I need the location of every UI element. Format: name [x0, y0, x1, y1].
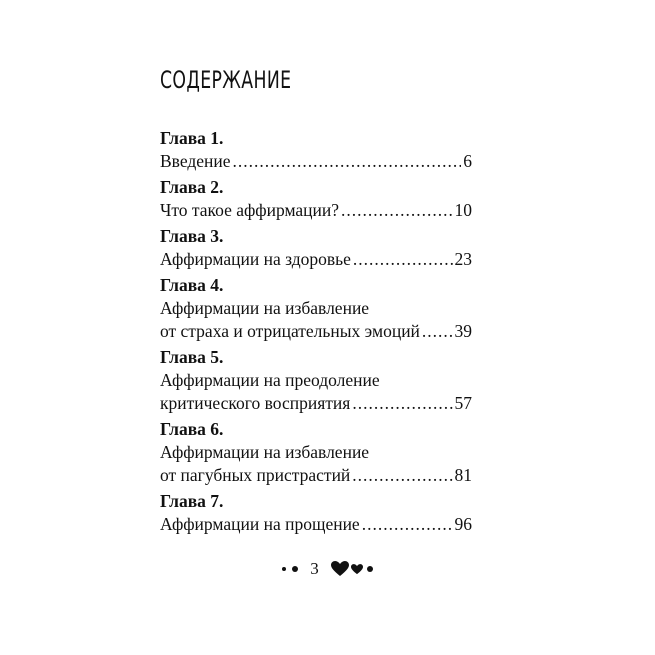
page-number: 39 — [454, 321, 472, 341]
dot-leader — [352, 392, 452, 415]
page-number: 10 — [454, 200, 472, 220]
dot-leader — [353, 248, 453, 271]
toc-entry — [160, 176, 472, 222]
chapter-title: Введение — [160, 151, 231, 171]
toc-entry — [160, 274, 472, 343]
chapter-label: Глава 3. — [160, 226, 224, 246]
chapter-title-line: Аффирмации на преодоление — [160, 370, 380, 390]
page-title: СОДЕРЖАНИЕ — [160, 66, 292, 94]
chapter-label: Глава 7. — [160, 491, 224, 511]
dot-icon — [367, 566, 373, 572]
chapter-label: Глава 2. — [160, 177, 224, 197]
dot-leader — [233, 150, 462, 173]
toc-line[interactable] — [160, 150, 472, 173]
toc-entry — [160, 418, 472, 487]
toc-entry — [160, 127, 472, 173]
toc-line[interactable] — [160, 513, 472, 536]
chapter-label: Глава 4. — [160, 275, 224, 295]
dot-leader — [352, 464, 452, 487]
page-number: 57 — [454, 393, 472, 413]
dot-leader — [422, 320, 453, 343]
toc-entry — [160, 346, 472, 415]
toc-line[interactable] — [160, 464, 472, 487]
chapter-title: Аффирмации на здоровье — [160, 249, 351, 269]
chapter-title-line: Аффирмации на избавление — [160, 442, 370, 462]
chapter-label: Глава 5. — [160, 347, 224, 367]
heart-icon — [351, 564, 363, 575]
chapter-title: критического восприятия — [160, 393, 351, 413]
dot-icon — [282, 567, 286, 571]
toc-line[interactable] — [160, 248, 472, 271]
chapter-title: Что такое аффирмации? — [160, 200, 340, 220]
toc-line[interactable] — [160, 320, 472, 343]
page-number: 96 — [454, 514, 472, 534]
table-of-contents — [160, 127, 472, 539]
toc-entry — [160, 225, 472, 271]
chapter-title: от страха и отрицательных эмоций — [160, 321, 420, 341]
dot-leader — [341, 199, 452, 222]
page-number: 81 — [454, 465, 472, 485]
toc-entry — [160, 490, 472, 536]
toc-line[interactable] — [160, 199, 472, 222]
page-footer — [0, 559, 655, 579]
dot-icon — [292, 566, 298, 572]
toc-line[interactable] — [160, 392, 472, 415]
chapter-label: Глава 1. — [160, 128, 224, 148]
dot-leader — [362, 513, 453, 536]
chapter-label: Глава 6. — [160, 419, 224, 439]
chapter-title: Аффирмации на прощение — [160, 514, 360, 534]
chapter-title-line: Аффирмации на избавление — [160, 298, 370, 318]
footer-page-number: 3 — [310, 559, 319, 578]
chapter-title: от пагубных пристрастий — [160, 465, 351, 485]
heart-icon — [331, 561, 349, 577]
page-number: 23 — [454, 249, 472, 269]
page-number: 6 — [463, 151, 472, 171]
